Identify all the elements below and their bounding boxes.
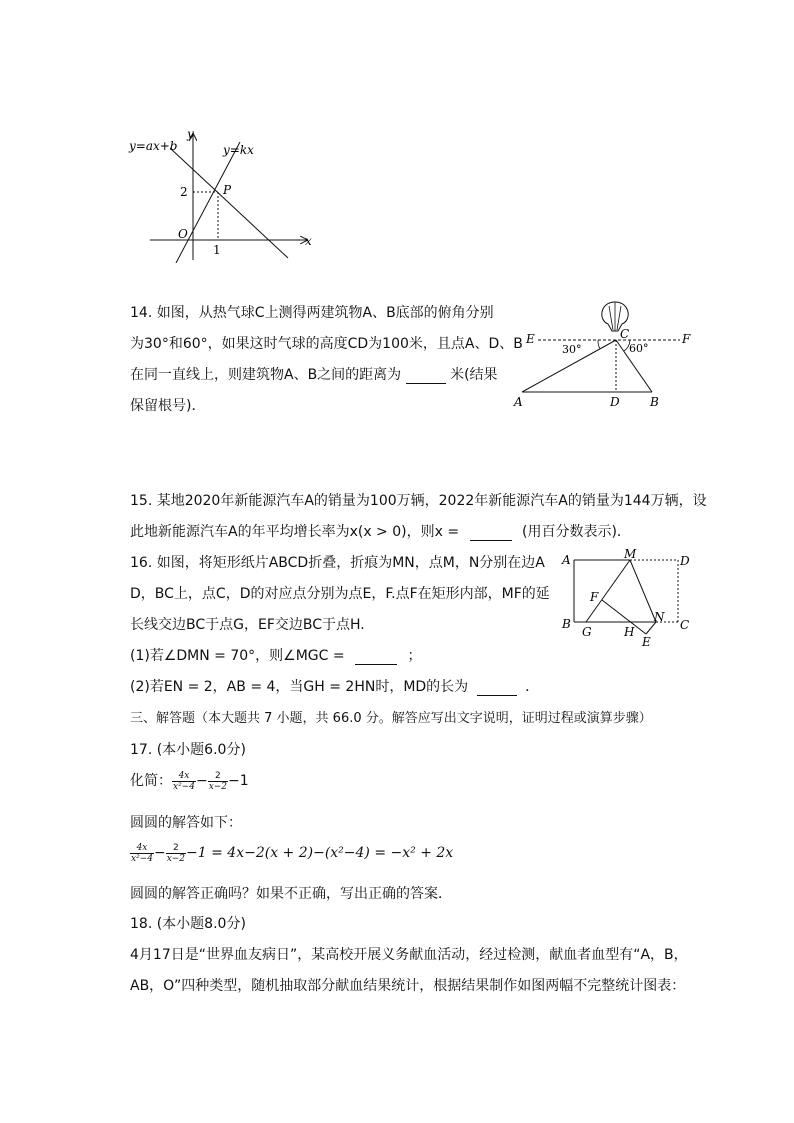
q17-yuan-rhs: −1 = 4x−2(x + 2)−(x²−4) = −x² + 2x xyxy=(186,845,454,861)
q17-yuan-minus: − xyxy=(153,845,166,861)
q14-line2: 为30°和60°，如果这时气球的高度CD为100米，且点A、D、B xyxy=(130,336,523,352)
q17-simplify xyxy=(130,768,249,794)
q16-part2-blank[interactable] xyxy=(477,681,517,696)
q17-simplify-label: 化简： xyxy=(130,773,172,789)
arc-30 xyxy=(598,340,600,349)
q16-line2: D，BC上，点C，D的对应点分别为点E，F.点F在矩形内部，MF的延 xyxy=(130,586,550,602)
q14-line3-text: 在同一直线上，则建筑物A、B之间的距离为 xyxy=(130,367,402,383)
label-n: N xyxy=(654,610,665,624)
label-f: F xyxy=(682,332,691,346)
q18-line2: AB，O”四种类型，随机抽取部分献血结果统计，根据结果制作如图两幅不完整统计图表： xyxy=(130,978,686,994)
q17-tail: −1 xyxy=(228,773,249,789)
label-a: A xyxy=(562,553,571,567)
q16-part2-b: ． xyxy=(525,679,540,695)
label-angle-60: 60° xyxy=(629,342,649,355)
q15-line2-a: 此地新能源汽车A的年平均增长率为x(x > 0)，则x = xyxy=(130,524,460,540)
q17-yuan-frac-2 xyxy=(166,843,186,864)
label-point-p: P xyxy=(223,183,232,197)
q16-part1-a: (1)若∠DMN = 70°，则∠MGC = xyxy=(130,648,345,664)
q17-fraction-2 xyxy=(208,771,228,792)
label-axis-y: y xyxy=(187,128,194,141)
figure-folded-rectangle xyxy=(560,548,700,648)
label-m: M xyxy=(624,548,637,561)
figure-hot-air-balloon xyxy=(512,296,702,411)
q16-part1-b: ； xyxy=(407,648,422,664)
label-f: F xyxy=(590,590,599,604)
fold-mn xyxy=(630,560,656,622)
q17-question: 圆圆的解答正确吗？如果不正确，写出正确的答案． xyxy=(130,886,452,902)
q16-line3: 长线交边BC于点G，EF交边BC于点H. xyxy=(130,617,365,633)
label-b: B xyxy=(650,395,659,409)
q18-header: 18. (本小题8.0分) xyxy=(130,916,246,932)
tick-x-1: 1 xyxy=(213,243,221,257)
q17-minus: − xyxy=(195,773,208,789)
q15-answer-blank[interactable] xyxy=(470,526,512,541)
q14-line1: 14. 如图，从热气球C上测得两建筑物A、B底部的俯角分别 xyxy=(130,305,494,321)
q15-line1: 15. 某地2020年新能源汽车A的销量为100万辆，2022年新能源汽车A的销量为144万辆，设 xyxy=(130,493,707,509)
q17-frac2-num: 2 xyxy=(208,771,228,782)
label-angle-30: 30° xyxy=(562,343,582,356)
q14-line3-tail: 米(结果 xyxy=(450,367,498,383)
label-c: C xyxy=(680,618,690,632)
q17-yuan-frac1-num: 4x xyxy=(130,843,154,854)
label-line1: y=ax+b xyxy=(129,139,178,153)
q17-yuan-frac2-den: x−2 xyxy=(166,853,186,864)
label-axis-x: x xyxy=(305,234,312,248)
figure-linear-functions xyxy=(125,128,325,263)
label-g: G xyxy=(582,625,592,639)
label-e: E xyxy=(642,635,651,648)
label-origin: O xyxy=(178,227,188,241)
label-c: C xyxy=(620,327,630,341)
q17-fraction-1 xyxy=(172,771,196,792)
q16-part2 xyxy=(130,676,539,696)
label-d: D xyxy=(680,554,690,568)
q14-answer-blank[interactable] xyxy=(406,369,446,384)
label-line2: y=kx xyxy=(223,143,254,157)
q17-yuan-intro: 圆圆的解答如下： xyxy=(130,815,242,831)
q17-header: 17. (本小题6.0分) xyxy=(130,742,246,758)
line-kx xyxy=(176,142,240,263)
q17-frac2-den: x−2 xyxy=(208,781,228,792)
q17-yuan-frac1-den: x²−4 xyxy=(131,853,153,864)
label-a: A xyxy=(514,395,523,409)
q17-frac1-den: x²−4 xyxy=(173,781,195,792)
label-h: H xyxy=(624,625,635,639)
tick-y-2: 2 xyxy=(180,185,188,199)
q16-part2-a: (2)若EN = 2，AB = 4，当GH = 2HN时，MD的长为 xyxy=(130,679,469,695)
q15-line2 xyxy=(130,521,631,541)
label-e: E xyxy=(526,332,535,346)
q17-yuan-frac2-num: 2 xyxy=(166,843,186,854)
q18-line1: 4月17日是“世界血友病日”，某高校开展义务献血活动，经过检测，献血者血型有“A，B， xyxy=(130,947,688,963)
q17-yuan-frac-1 xyxy=(130,843,154,864)
label-b: B xyxy=(562,617,571,631)
q16-line1: 16. 如图，将矩形纸片ABCD折叠，折痕为MN，点M，N分别在边A xyxy=(130,555,545,571)
q14-line3 xyxy=(130,364,498,384)
q16-part1 xyxy=(130,645,422,665)
label-d: D xyxy=(610,395,620,409)
q16-part1-blank[interactable] xyxy=(355,650,397,665)
q17-yuan-solution xyxy=(130,840,453,866)
q17-frac1-num: 4x xyxy=(172,771,196,782)
q14-line4: 保留根号)． xyxy=(130,398,206,414)
q15-line2-b: (用百分数表示)． xyxy=(521,524,631,540)
section3-heading: 三、解答题（本大题共 7 小题，共 66.0 分。解答应写出文字说明，证明过程或演算步骤） xyxy=(130,711,652,726)
